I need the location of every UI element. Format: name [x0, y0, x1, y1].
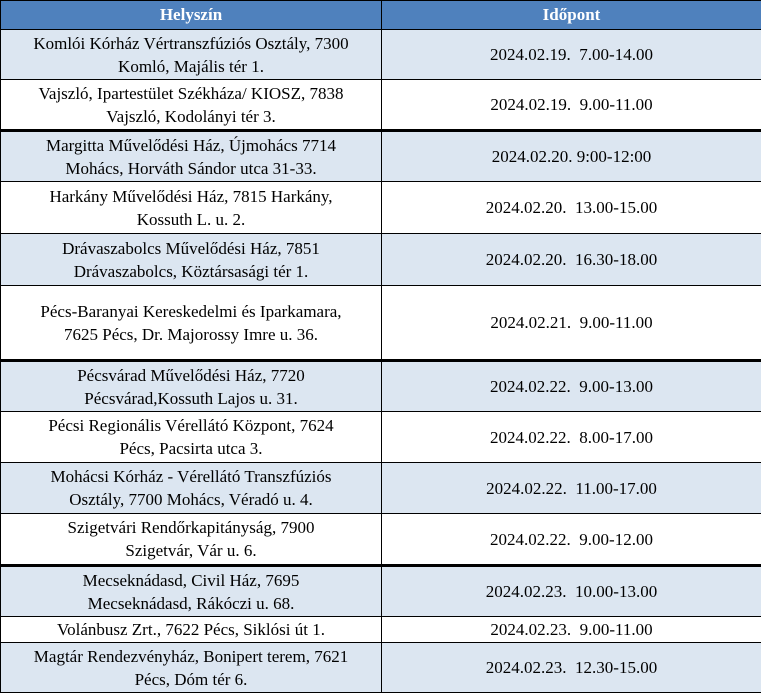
time-cell: 2024.02.22. 11.00-17.00	[382, 463, 761, 514]
table-row	[1, 463, 761, 514]
table-row	[1, 566, 761, 617]
location-cell: Volánbusz Zrt., 7622 Pécs, Siklósi út 1.	[1, 617, 382, 643]
table-row	[1, 182, 761, 234]
time-cell: 2024.02.20. 16.30-18.00	[382, 234, 761, 286]
time-cell: 2024.02.20. 13.00-15.00	[382, 182, 761, 234]
table-row	[1, 30, 761, 80]
location-cell: Magtár Rendezvényház, Bonipert terem, 7621 Pécs, Dóm tér 6.	[1, 643, 382, 693]
location-cell: Pécs-Baranyai Kereskedelmi és Iparkamara, 7625 Pécs, Dr. Majorossy Imre u. 36.	[1, 286, 382, 361]
table-row	[1, 131, 761, 182]
location-cell: Harkány Művelődési Ház, 7815 Harkány, Kossuth L. u. 2.	[1, 182, 382, 234]
table-row	[1, 643, 761, 693]
time-cell: 2024.02.22. 9.00-12.00	[382, 514, 761, 566]
time-cell: 2024.02.21. 9.00-11.00	[382, 286, 761, 361]
table-row	[1, 617, 761, 643]
table-row	[1, 80, 761, 131]
location-cell: Pécsvárad Művelődési Ház, 7720 Pécsvárad,Kossuth Lajos u. 31.	[1, 361, 382, 412]
table-row	[1, 412, 761, 463]
header-time: Időpont	[382, 1, 761, 30]
time-cell: 2024.02.23. 12.30-15.00	[382, 643, 761, 693]
time-cell: 2024.02.22. 8.00-17.00	[382, 412, 761, 463]
location-cell: Pécsi Regionális Vérellátó Központ, 7624 Pécs, Pacsirta utca 3.	[1, 412, 382, 463]
location-cell: Margitta Művelődési Ház, Újmohács 7714 Mohács, Horváth Sándor utca 31-33.	[1, 131, 382, 182]
time-cell: 2024.02.23. 9.00-11.00	[382, 617, 761, 643]
location-cell: Mohácsi Kórház - Vérellátó Transzfúziós Osztály, 7700 Mohács, Véradó u. 4.	[1, 463, 382, 514]
table-row	[1, 234, 761, 286]
time-cell: 2024.02.23. 10.00-13.00	[382, 566, 761, 617]
location-cell: Komlói Kórház Vértranszfúziós Osztály, 7300 Komló, Majális tér 1.	[1, 30, 382, 80]
table-row	[1, 514, 761, 566]
time-cell: 2024.02.22. 9.00-13.00	[382, 361, 761, 412]
header-row	[1, 1, 761, 30]
location-cell: Mecseknádasd, Civil Ház, 7695 Mecseknádasd, Rákóczi u. 68.	[1, 566, 382, 617]
location-cell: Drávaszabolcs Művelődési Ház, 7851 Drávaszabolcs, Köztársasági tér 1.	[1, 234, 382, 286]
table-row	[1, 286, 761, 361]
table-row	[1, 361, 761, 412]
header-location: Helyszín	[1, 1, 382, 30]
time-cell: 2024.02.19. 7.00-14.00	[382, 30, 761, 80]
location-cell: Vajszló, Ipartestület Székháza/ KIOSZ, 7838 Vajszló, Kodolányi tér 3.	[1, 80, 382, 131]
location-cell: Szigetvári Rendőrkapitányság, 7900 Szigetvár, Vár u. 6.	[1, 514, 382, 566]
time-cell: 2024.02.20. 9:00-12:00	[382, 131, 761, 182]
time-cell: 2024.02.19. 9.00-11.00	[382, 80, 761, 131]
